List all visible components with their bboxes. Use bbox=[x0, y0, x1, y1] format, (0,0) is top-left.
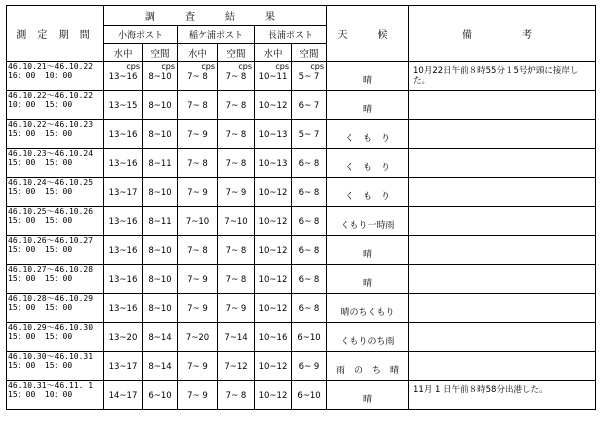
value-text: 10~12 bbox=[258, 217, 288, 227]
value-text: 10~12 bbox=[258, 362, 288, 372]
post-header-koumi: 小海ポスト bbox=[104, 26, 178, 44]
value-cell bbox=[292, 120, 327, 149]
weather-cell bbox=[327, 178, 409, 207]
table-row bbox=[7, 149, 596, 178]
value-cell bbox=[143, 149, 178, 178]
value-cell bbox=[292, 178, 327, 207]
weather-text: くもりのち雨 bbox=[340, 337, 395, 347]
period-end: 46.11. 1 bbox=[54, 381, 94, 390]
period-end: 46.10.24 bbox=[54, 149, 94, 158]
value-text: 8~10 bbox=[148, 188, 172, 198]
value-text: 13~17 bbox=[108, 362, 138, 372]
table-row bbox=[7, 120, 596, 149]
post-header-inagaura: 稲ケ浦ポスト bbox=[178, 26, 255, 44]
weather-cell bbox=[327, 265, 409, 294]
weather-header: 天 候 bbox=[327, 6, 409, 62]
weather-text: 晴のちくもり bbox=[340, 308, 395, 318]
value-text: 7~ 9 bbox=[187, 391, 208, 401]
value-text: 6~10 bbox=[297, 391, 321, 401]
value-text: 13~16 bbox=[108, 275, 138, 285]
value-cell bbox=[178, 236, 218, 265]
value-cell bbox=[292, 352, 327, 381]
weather-text: 晴 bbox=[362, 105, 372, 115]
period-cell: 46.10.21～46.10.22 16：00 10：00 bbox=[7, 62, 104, 91]
value-cell bbox=[218, 62, 255, 91]
value-cell bbox=[255, 352, 292, 381]
value-cell bbox=[255, 323, 292, 352]
remarks-cell bbox=[409, 120, 596, 149]
period-end: 46.10.22 bbox=[54, 62, 94, 71]
period-start: 46.10.22 bbox=[8, 120, 47, 129]
value-text: 6~ 9 bbox=[298, 362, 320, 372]
value-text: 13~16 bbox=[108, 217, 138, 227]
value-text: 13~16 bbox=[108, 159, 138, 169]
value-cell bbox=[143, 294, 178, 323]
remarks-cell bbox=[409, 236, 596, 265]
period-start: 46.10.27 bbox=[8, 265, 47, 274]
water-header: 水中 bbox=[104, 44, 143, 62]
value-cell bbox=[218, 381, 255, 410]
value-cell bbox=[178, 294, 218, 323]
value-text: 8~10 bbox=[148, 101, 172, 111]
period-end-time: 15：00 bbox=[44, 216, 73, 225]
weather-text: くもり一時雨 bbox=[340, 221, 395, 231]
value-text: 7~ 9 bbox=[187, 188, 208, 198]
water-header: 水中 bbox=[255, 44, 292, 62]
value-text: 8~10 bbox=[148, 304, 172, 314]
period-end-time: 15：00 bbox=[44, 245, 73, 254]
value-cell bbox=[255, 236, 292, 265]
remarks-cell bbox=[409, 91, 596, 120]
weather-text: 雨 の ち 晴 bbox=[335, 366, 399, 376]
weather-text: 晴 bbox=[362, 76, 372, 86]
period-start-time: 15：00 bbox=[8, 361, 36, 370]
value-cell bbox=[178, 323, 218, 352]
value-text: 7~ 9 bbox=[187, 362, 208, 372]
value-cell bbox=[255, 149, 292, 178]
value-text: 7~ 8 bbox=[225, 101, 247, 111]
period-start-time: 15：00 bbox=[8, 158, 36, 167]
value-text: 5~ 7 bbox=[298, 130, 320, 140]
value-cell bbox=[104, 381, 143, 410]
value-text: 7~10 bbox=[185, 217, 210, 227]
table-row bbox=[7, 236, 596, 265]
air-header: 空間 bbox=[292, 44, 327, 62]
period-end-time: 10：00 bbox=[44, 71, 73, 80]
air-header: 空間 bbox=[143, 44, 178, 62]
weather-cell bbox=[327, 91, 409, 120]
value-text: 6~ 8 bbox=[298, 217, 320, 227]
remarks-cell bbox=[409, 178, 596, 207]
value-cell bbox=[255, 265, 292, 294]
value-text: 6~ 8 bbox=[298, 159, 320, 169]
value-text: 8~14 bbox=[148, 362, 172, 372]
period-start: 46.10.29 bbox=[8, 323, 47, 332]
period-cell: 46.10.28～46.10.29 15：00 15：00 bbox=[7, 294, 104, 323]
value-cell bbox=[178, 352, 218, 381]
value-text: 7~ 8 bbox=[225, 391, 247, 401]
value-text: 13~16 bbox=[108, 130, 138, 140]
value-text: 7~ 9 bbox=[187, 304, 208, 314]
period-end-time: 10：00 bbox=[44, 390, 73, 399]
value-cell bbox=[218, 149, 255, 178]
period-start: 46.10.21 bbox=[8, 62, 47, 71]
weather-cell bbox=[327, 236, 409, 265]
period-end-time: 15：00 bbox=[44, 303, 73, 312]
period-header: 測 定 期 間 bbox=[7, 6, 104, 62]
weather-cell bbox=[327, 62, 409, 91]
period-end: 46.10.26 bbox=[54, 207, 94, 216]
period-end-time: 15：00 bbox=[44, 187, 73, 196]
weather-text: く も り bbox=[344, 163, 390, 173]
value-cell bbox=[292, 323, 327, 352]
value-text: 10~12 bbox=[258, 304, 288, 314]
period-cell: 46.10.26～46.10.27 15：00 15：00 bbox=[7, 236, 104, 265]
value-cell bbox=[292, 62, 327, 91]
value-text: 8~11 bbox=[148, 217, 172, 227]
value-cell bbox=[178, 265, 218, 294]
weather-cell bbox=[327, 323, 409, 352]
value-cell bbox=[218, 236, 255, 265]
value-cell bbox=[255, 381, 292, 410]
value-cell bbox=[255, 120, 292, 149]
value-cell bbox=[292, 91, 327, 120]
value-cell bbox=[218, 323, 255, 352]
value-cell bbox=[218, 91, 255, 120]
value-text: 10~12 bbox=[258, 246, 288, 256]
value-text: 7~ 8 bbox=[225, 275, 247, 285]
value-cell bbox=[255, 178, 292, 207]
value-cell bbox=[143, 207, 178, 236]
value-text: 8~10 bbox=[148, 72, 172, 82]
period-start: 46.10.30 bbox=[8, 352, 47, 361]
value-text: 13~16 bbox=[108, 72, 138, 82]
value-text: 7~ 8 bbox=[187, 101, 208, 111]
period-start-time: 15：00 bbox=[8, 216, 36, 225]
weather-cell bbox=[327, 352, 409, 381]
value-text: 7~ 9 bbox=[225, 304, 247, 314]
period-end: 46.10.22 bbox=[54, 91, 94, 100]
value-cell bbox=[178, 91, 218, 120]
period-end: 46.10.29 bbox=[54, 294, 94, 303]
value-cell bbox=[104, 120, 143, 149]
period-end-time: 15：00 bbox=[44, 129, 73, 138]
table-row bbox=[7, 62, 596, 91]
period-cell: 46.10.22～46.10.23 15：00 15：00 bbox=[7, 120, 104, 149]
value-text: 10~13 bbox=[258, 159, 288, 169]
value-cell bbox=[143, 120, 178, 149]
period-start-time: 15：00 bbox=[8, 274, 36, 283]
weather-cell bbox=[327, 149, 409, 178]
value-cell bbox=[104, 323, 143, 352]
period-end: 46.10.31 bbox=[54, 352, 94, 361]
value-cell bbox=[292, 149, 327, 178]
remarks-cell bbox=[409, 149, 596, 178]
period-start: 46.10.28 bbox=[8, 294, 47, 303]
weather-text: 晴 bbox=[362, 395, 372, 405]
period-start-time: 15：00 bbox=[8, 245, 36, 254]
remarks-cell bbox=[409, 352, 596, 381]
value-text: 10~12 bbox=[258, 391, 288, 401]
value-cell bbox=[143, 236, 178, 265]
period-start: 46.10.25 bbox=[8, 207, 47, 216]
unit-label: cps bbox=[161, 62, 175, 71]
value-cell bbox=[292, 207, 327, 236]
value-cell bbox=[143, 91, 178, 120]
value-cell bbox=[104, 352, 143, 381]
value-text: 7~14 bbox=[224, 333, 248, 343]
weather-cell bbox=[327, 381, 409, 410]
period-start-time: 16：00 bbox=[8, 71, 36, 80]
water-header: 水中 bbox=[178, 44, 218, 62]
value-text: 10~12 bbox=[258, 101, 288, 111]
remarks-cell bbox=[409, 294, 596, 323]
value-text: 8~10 bbox=[148, 246, 172, 256]
value-cell bbox=[218, 178, 255, 207]
value-text: 13~20 bbox=[108, 333, 138, 343]
value-cell bbox=[255, 62, 292, 91]
value-cell bbox=[104, 294, 143, 323]
period-start-time: 15：00 bbox=[8, 390, 36, 399]
value-text: 10~12 bbox=[258, 188, 288, 198]
value-cell bbox=[143, 352, 178, 381]
value-cell bbox=[104, 207, 143, 236]
remarks-cell bbox=[409, 381, 596, 410]
period-start-time: 15：00 bbox=[8, 187, 36, 196]
value-cell bbox=[143, 323, 178, 352]
value-text: 7~ 9 bbox=[187, 275, 208, 285]
value-text: 5~ 7 bbox=[298, 72, 320, 82]
value-cell bbox=[178, 120, 218, 149]
value-cell bbox=[143, 265, 178, 294]
period-end: 46.10.25 bbox=[54, 178, 94, 187]
period-start-time: 15：00 bbox=[8, 332, 36, 341]
period-start-time: 15：00 bbox=[8, 129, 36, 138]
table-row bbox=[7, 178, 596, 207]
value-text: 7~ 8 bbox=[187, 72, 208, 82]
weather-cell bbox=[327, 207, 409, 236]
value-text: 6~10 bbox=[297, 333, 321, 343]
table-row bbox=[7, 352, 596, 381]
value-text: 10~13 bbox=[258, 130, 288, 140]
value-text: 7~ 9 bbox=[187, 130, 208, 140]
weather-text: く も り bbox=[344, 134, 390, 144]
unit-label: cps bbox=[126, 62, 140, 71]
value-text: 7~ 8 bbox=[225, 72, 247, 82]
unit-label: cps bbox=[238, 62, 252, 71]
period-start: 46.10.26 bbox=[8, 236, 47, 245]
value-cell bbox=[292, 236, 327, 265]
value-text: 7~ 8 bbox=[187, 246, 208, 256]
value-cell bbox=[218, 265, 255, 294]
remarks-text: 10月22日午前８時55分１5号炉頭に接岸した。 bbox=[413, 66, 579, 86]
value-text: 6~10 bbox=[148, 391, 172, 401]
value-text: 10~11 bbox=[258, 72, 288, 82]
period-cell: 46.10.31～46.11. 1 15：00 10：00 bbox=[7, 381, 104, 410]
value-text: 8~10 bbox=[148, 130, 172, 140]
table-row bbox=[7, 207, 596, 236]
period-cell: 46.10.29～46.10.30 15：00 15：00 bbox=[7, 323, 104, 352]
value-text: 7~ 8 bbox=[187, 159, 208, 169]
period-cell: 46.10.22～46.10.22 10：00 15：00 bbox=[7, 91, 104, 120]
value-cell bbox=[143, 381, 178, 410]
value-cell bbox=[292, 294, 327, 323]
results-header: 調 査 結 果 bbox=[104, 6, 327, 26]
weather-cell bbox=[327, 120, 409, 149]
remarks-header: 備 考 bbox=[409, 6, 596, 62]
value-cell bbox=[104, 265, 143, 294]
period-end-time: 15：00 bbox=[44, 361, 73, 370]
value-text: 13~16 bbox=[108, 304, 138, 314]
unit-label: cps bbox=[201, 62, 215, 71]
unit-label: cps bbox=[275, 62, 289, 71]
value-cell bbox=[104, 91, 143, 120]
value-text: 14~17 bbox=[108, 391, 138, 401]
period-end: 46.10.30 bbox=[54, 323, 94, 332]
value-cell bbox=[178, 207, 218, 236]
remarks-cell bbox=[409, 265, 596, 294]
value-text: 8~11 bbox=[148, 159, 172, 169]
value-text: 6~ 8 bbox=[298, 246, 320, 256]
value-text: 6~ 8 bbox=[298, 188, 320, 198]
value-cell bbox=[255, 207, 292, 236]
table-row bbox=[7, 294, 596, 323]
remarks-cell bbox=[409, 207, 596, 236]
value-text: 6~ 8 bbox=[298, 275, 320, 285]
value-cell bbox=[104, 178, 143, 207]
period-start-time: 15：00 bbox=[8, 303, 36, 312]
weather-text: 晴 bbox=[362, 250, 372, 260]
value-cell bbox=[104, 149, 143, 178]
value-text: 7~ 8 bbox=[225, 159, 247, 169]
value-cell bbox=[255, 294, 292, 323]
period-cell: 46.10.27～46.10.28 15：00 15：00 bbox=[7, 265, 104, 294]
value-text: 8~14 bbox=[148, 333, 172, 343]
weather-cell bbox=[327, 294, 409, 323]
value-text: 10~16 bbox=[258, 333, 288, 343]
post-header-nagaura: 長浦ポスト bbox=[255, 26, 327, 44]
value-text: 6~ 8 bbox=[298, 304, 320, 314]
value-cell bbox=[218, 352, 255, 381]
period-cell: 46.10.25～46.10.26 15：00 15：00 bbox=[7, 207, 104, 236]
value-text: 7~12 bbox=[224, 362, 248, 372]
period-end-time: 15：00 bbox=[44, 274, 73, 283]
value-text: 7~ 8 bbox=[225, 130, 247, 140]
value-text: 10~12 bbox=[258, 275, 288, 285]
period-end-time: 15：00 bbox=[44, 158, 73, 167]
period-end: 46.10.23 bbox=[54, 120, 94, 129]
value-text: 13~16 bbox=[108, 246, 138, 256]
value-cell bbox=[255, 91, 292, 120]
value-text: 13~17 bbox=[108, 188, 138, 198]
remarks-cell bbox=[409, 323, 596, 352]
period-end-time: 15：00 bbox=[44, 332, 73, 341]
value-cell bbox=[218, 207, 255, 236]
value-text: 13~15 bbox=[108, 101, 138, 111]
period-end-time: 15：00 bbox=[44, 100, 73, 109]
period-start-time: 10：00 bbox=[8, 100, 36, 109]
value-cell bbox=[178, 178, 218, 207]
value-cell bbox=[143, 62, 178, 91]
value-text: 7~ 8 bbox=[225, 246, 247, 256]
period-cell: 46.10.30～46.10.31 15：00 15：00 bbox=[7, 352, 104, 381]
period-end: 46.10.28 bbox=[54, 265, 94, 274]
value-cell bbox=[104, 62, 143, 91]
period-start: 46.10.23 bbox=[8, 149, 47, 158]
weather-text: く も り bbox=[344, 192, 390, 202]
value-cell bbox=[178, 381, 218, 410]
survey-table bbox=[6, 5, 596, 410]
value-cell bbox=[143, 178, 178, 207]
value-cell bbox=[178, 62, 218, 91]
value-text: 6~ 7 bbox=[298, 101, 320, 111]
value-text: 7~ 9 bbox=[225, 188, 247, 198]
table-row bbox=[7, 323, 596, 352]
table-row bbox=[7, 91, 596, 120]
period-cell: 46.10.24～46.10.25 15：00 15：00 bbox=[7, 178, 104, 207]
value-cell bbox=[104, 236, 143, 265]
remarks-text: 11月 1 日午前８時58分出港した。 bbox=[413, 385, 548, 395]
period-start: 46.10.24 bbox=[8, 178, 47, 187]
value-cell bbox=[292, 265, 327, 294]
period-cell: 46.10.23～46.10.24 15：00 15：00 bbox=[7, 149, 104, 178]
value-cell bbox=[292, 381, 327, 410]
weather-text: 晴 bbox=[362, 279, 372, 289]
value-text: 7~20 bbox=[185, 333, 210, 343]
period-start: 46.10.31 bbox=[8, 381, 47, 390]
value-text: 7~10 bbox=[224, 217, 248, 227]
unit-label: cps bbox=[310, 62, 324, 71]
value-cell bbox=[218, 294, 255, 323]
air-header: 空間 bbox=[218, 44, 255, 62]
period-start: 46.10.22 bbox=[8, 91, 47, 100]
remarks-cell bbox=[409, 62, 596, 91]
value-cell bbox=[218, 120, 255, 149]
value-text: 8~10 bbox=[148, 275, 172, 285]
value-cell bbox=[178, 149, 218, 178]
table-row bbox=[7, 265, 596, 294]
period-end: 46.10.27 bbox=[54, 236, 94, 245]
table-row bbox=[7, 381, 596, 410]
